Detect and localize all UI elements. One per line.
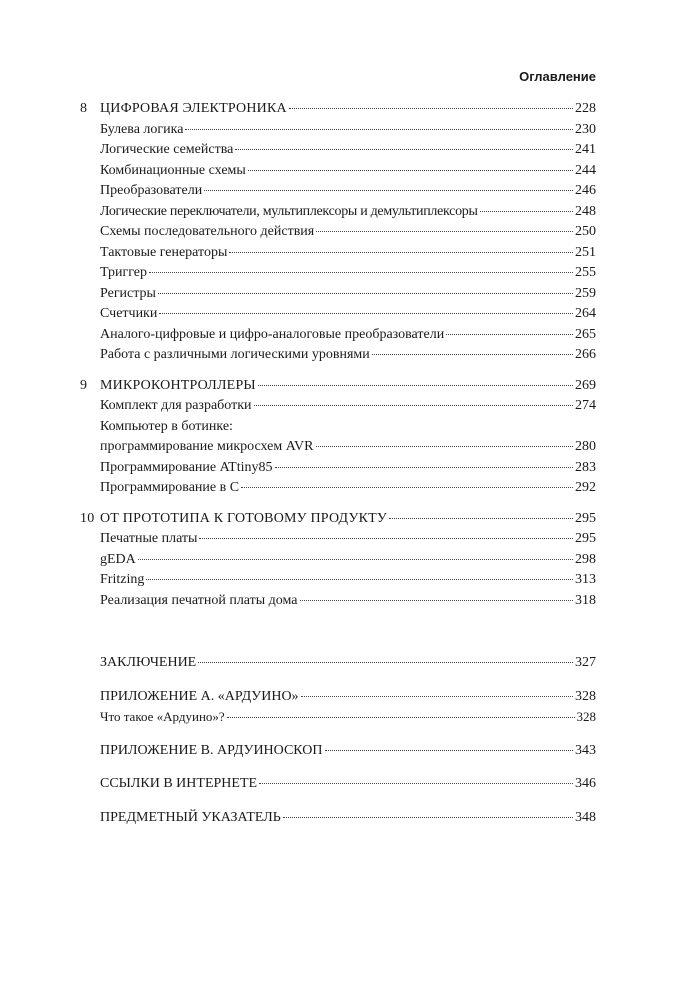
entry-title: Реализация печатной платы дома — [100, 592, 298, 608]
entry-title: Компьютер в ботинке: — [100, 418, 233, 434]
toc-entry-row[interactable] — [80, 325, 596, 346]
dot-leader — [283, 817, 573, 818]
toc-chapter-row[interactable] — [80, 99, 596, 120]
page-number: 298 — [575, 551, 596, 567]
toc-entry-row[interactable] — [80, 458, 596, 479]
toc-entry-row[interactable] — [80, 550, 596, 571]
entry-title: Булева логика — [100, 121, 184, 137]
page-number: 244 — [575, 162, 596, 178]
dot-leader — [300, 600, 573, 601]
dot-leader — [146, 579, 573, 580]
page-number: 283 — [575, 459, 596, 475]
dot-leader — [185, 129, 573, 130]
running-header: Оглавление — [519, 69, 596, 84]
dot-leader — [289, 108, 573, 109]
page-number: 230 — [575, 121, 596, 137]
dot-leader — [158, 293, 573, 294]
toc-entry-row[interactable] — [80, 591, 596, 612]
toc-backmatter-row[interactable] — [80, 653, 596, 674]
toc-entry-row[interactable] — [80, 396, 596, 417]
dot-leader — [241, 487, 573, 488]
entry-title: Программирование ATtiny85 — [100, 459, 273, 475]
entry-title: Аналого-цифровые и цифро-аналоговые преобразователи — [100, 326, 445, 342]
chapter-8 — [80, 99, 596, 366]
toc-entry-row[interactable] — [80, 437, 596, 458]
page-number: 328 — [575, 688, 596, 704]
entry-title: gEDA — [100, 551, 136, 567]
toc-entry-row[interactable] — [80, 202, 596, 223]
dot-leader — [198, 662, 573, 663]
toc-entry-row[interactable] — [80, 707, 596, 728]
toc-entry-row[interactable] — [80, 304, 596, 325]
entry-title: Преобразователи — [100, 183, 203, 198]
dot-leader — [254, 405, 573, 406]
toc-entry-row[interactable] — [80, 263, 596, 284]
toc-entry-row[interactable] — [80, 120, 596, 141]
entry-title: Регистры — [100, 285, 156, 301]
toc-backmatter-row[interactable] — [80, 808, 596, 829]
toc-entry-row[interactable] — [80, 181, 596, 202]
entry-title: Программирование в C — [100, 480, 240, 495]
entry-title: Логические переключатели, мультиплексоры и демультиплексоры — [100, 203, 478, 219]
page-number: 295 — [575, 531, 596, 546]
page-number: 246 — [575, 183, 596, 198]
dot-leader — [480, 211, 573, 212]
back-matter — [80, 653, 596, 828]
page-number: 250 — [575, 224, 596, 239]
toc-backmatter-row[interactable] — [80, 687, 596, 708]
dot-leader — [227, 717, 575, 718]
chapter-10 — [80, 509, 596, 612]
entry-title: Комбинационные схемы — [100, 162, 246, 178]
dot-leader — [229, 252, 573, 253]
chapter-title: МИКРОКОНТРОЛЛЕРЫ — [100, 377, 256, 393]
toc-entry-row[interactable] — [80, 570, 596, 591]
dot-leader — [301, 696, 573, 697]
chapter-number: 9 — [80, 377, 88, 393]
entry-title: Работа с различными логическими уровнями — [100, 347, 370, 362]
dot-leader — [199, 538, 573, 539]
toc-chapter-row[interactable] — [80, 376, 596, 397]
chapter-title: ОТ ПРОТОТИПА К ГОТОВОМУ ПРОДУКТУ — [100, 510, 387, 526]
page-number: 265 — [575, 326, 596, 342]
dot-leader — [159, 313, 573, 314]
toc-chapter-row[interactable] — [80, 509, 596, 530]
page-number: 266 — [575, 347, 596, 362]
toc-entry-row[interactable] — [80, 417, 596, 438]
entry-title: Схемы последовательного действия — [100, 224, 315, 239]
entry-title: Логические семейства — [100, 142, 234, 157]
entry-title: Fritzing — [100, 572, 145, 587]
dot-leader — [275, 467, 573, 468]
dot-leader — [316, 231, 573, 232]
toc-entry-row[interactable] — [80, 140, 596, 161]
chapter-title: ЦИФРОВАЯ ЭЛЕКТРОНИКА — [100, 101, 287, 116]
backmatter-title: ПРЕДМЕТНЫЙ УКАЗАТЕЛЬ — [100, 809, 281, 825]
toc-entry-row[interactable] — [80, 284, 596, 305]
dot-leader — [389, 518, 573, 519]
backmatter-title: ПРИЛОЖЕНИЕ В. АРДУИНОСКОП — [100, 742, 323, 758]
page-number: 269 — [575, 377, 596, 393]
page-number: 343 — [575, 742, 596, 758]
page-number: 228 — [575, 101, 596, 116]
dot-leader — [259, 783, 573, 784]
chapter-number: 8 — [80, 101, 88, 116]
dot-leader — [138, 559, 573, 560]
entry-title: Комплект для разработки — [100, 398, 252, 413]
entry-title: Тактовые генераторы — [100, 244, 228, 260]
page-number: 259 — [575, 285, 596, 301]
toc-entry-row[interactable] — [80, 161, 596, 182]
dot-leader — [258, 385, 573, 386]
dot-leader — [248, 170, 573, 171]
page-number: 295 — [575, 510, 596, 526]
page-number: 348 — [575, 809, 596, 825]
toc-backmatter-row[interactable] — [80, 774, 596, 795]
page-number: 318 — [575, 592, 596, 608]
page-number: 292 — [575, 480, 596, 495]
page-number: 255 — [575, 265, 596, 280]
page-number: 241 — [575, 142, 596, 157]
page-number: 313 — [575, 572, 596, 587]
toc-entry-row[interactable] — [80, 345, 596, 366]
entry-title: Счетчики — [100, 306, 158, 321]
toc-entry-row[interactable] — [80, 243, 596, 264]
dot-leader — [372, 354, 573, 355]
entry-title: Триггер — [100, 265, 148, 280]
chapter-9 — [80, 376, 596, 499]
page-number: 328 — [576, 709, 596, 724]
table-of-contents — [80, 99, 596, 828]
page-number: 248 — [575, 203, 596, 219]
toc-backmatter-row[interactable] — [80, 741, 596, 762]
backmatter-title: ЗАКЛЮЧЕНИЕ — [100, 655, 197, 670]
entry-title: Печатные платы — [100, 531, 198, 546]
page-number: 327 — [575, 655, 596, 670]
page-number: 346 — [575, 776, 596, 791]
page-number: 264 — [575, 306, 596, 321]
page-number: 251 — [575, 244, 596, 260]
toc-entry-row[interactable] — [80, 529, 596, 550]
entry-title: Что такое «Ардуино»? — [100, 709, 225, 724]
backmatter-title: ССЫЛКИ В ИНТЕРНЕТЕ — [100, 776, 258, 791]
dot-leader — [446, 334, 573, 335]
page-number: 274 — [575, 398, 596, 413]
backmatter-title: ПРИЛОЖЕНИЕ А. «АРДУИНО» — [100, 688, 299, 704]
dot-leader — [149, 272, 573, 273]
toc-entry-row[interactable] — [80, 222, 596, 243]
entry-title: программирование микросхем AVR — [100, 439, 314, 454]
toc-entry-row[interactable] — [80, 478, 596, 499]
dot-leader — [316, 446, 573, 447]
chapter-number: 10 — [80, 510, 95, 526]
dot-leader — [235, 149, 573, 150]
page-number: 280 — [575, 439, 596, 454]
dot-leader — [204, 190, 573, 191]
dot-leader — [325, 750, 574, 751]
